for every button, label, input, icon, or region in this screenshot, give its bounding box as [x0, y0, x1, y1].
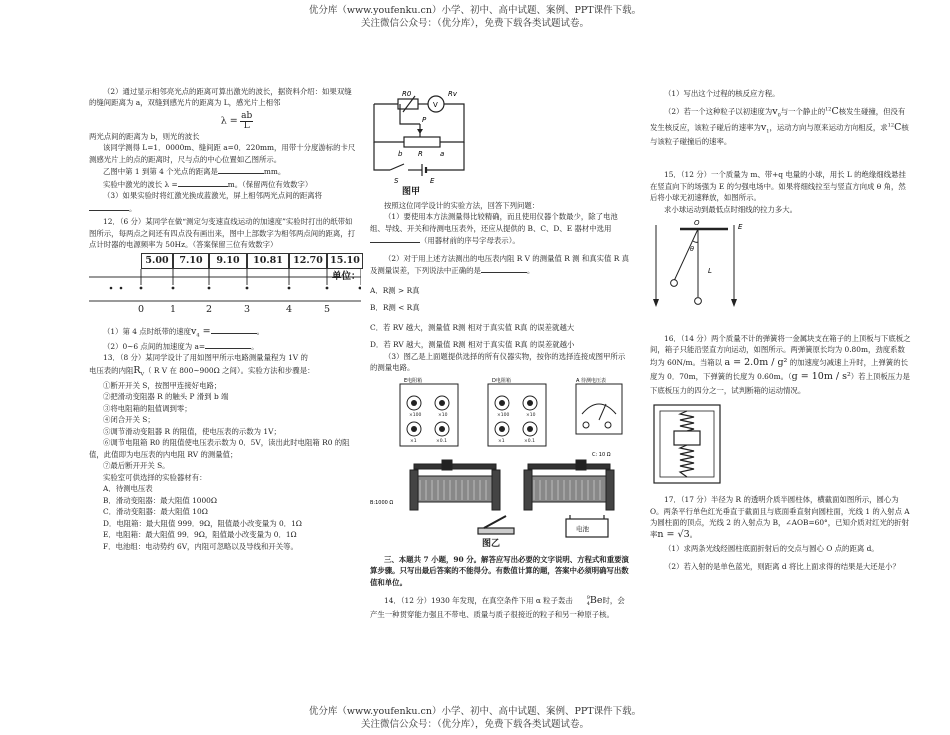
label-rv: Rv: [448, 90, 458, 98]
svg-text:×100: ×100: [409, 412, 422, 418]
figure-caption: 图甲: [402, 187, 421, 197]
svg-text:×10: ×10: [438, 412, 448, 418]
equipment-item: A．待测电压表: [103, 484, 153, 494]
svg-text:×1: ×1: [498, 438, 505, 444]
label-l: L: [708, 267, 712, 276]
label-v: V: [433, 101, 438, 109]
q11-formula-text: 两光点间的距离为 b，则光的波长: [89, 131, 200, 141]
label-r0: R0: [402, 90, 412, 98]
left-column: [89, 86, 360, 552]
tape-point-label: 4: [286, 303, 293, 315]
q13-text-2: 电压表的内阻$R_V$（ R V 在 800~900Ω 之间）。实验方法和步骤是：: [89, 364, 315, 378]
label-b: b: [398, 150, 403, 158]
label-e: E: [430, 177, 435, 185]
spring-box-figure: [650, 401, 730, 487]
tape-point-label: 0: [138, 303, 145, 315]
q11-distance-line: 乙图中第 1 到第 4 个光点的距离是 mm。: [103, 167, 286, 177]
label-s: S: [394, 177, 399, 185]
q12-part1: （1）第 4 点时纸带的速度$v_4$ = 。: [103, 325, 264, 339]
section-three-heading: 三、本题共 7 小题，90 分。解答应写出必要的文字说明、方程式和重要演算步骤。只写出最后答案的不能得分。有数值计算的题，答案中必须明确写出数值和单位。: [370, 554, 629, 587]
mid-q1: （1）要使用本方法测量得比较精确，而且使用仪器个数最少，除了电池组、导线、开关和待测电压表外，还应从提供的 B、C、D、E 器材中选用（用器材前的序号字母表示）。: [370, 212, 618, 246]
circuit-diagram: [370, 88, 480, 188]
q17-part1: （1）求两条光线经圆柱底面折射后的交点与圆心 O 点的距离 d。: [664, 544, 879, 554]
q14-part2: （2）若一个这种粒子以初速度为$v_0$与一个静止的$^{12}$C核发生碰撞，但没有发生核反应，该粒子碰后的速率为$v_1$，运动方向与原来运动方向相反，求$^{12}$C核与该粒子碰撞后的速率。: [650, 106, 909, 146]
tape-value: 10.81: [247, 253, 289, 269]
tape-unit: 单位：: [332, 271, 361, 282]
q11-wavelength-line: 实验中激光的波长 λ = m。（保留两位有效数字）: [103, 179, 313, 189]
equipment-item: C．滑动变阻器：最大阻值 10Ω: [103, 507, 208, 517]
tape-point-label: 1: [170, 303, 177, 315]
page-footer: [0, 705, 950, 731]
tape-value: 9.10: [209, 253, 247, 269]
label-e-field: E: [738, 223, 743, 232]
label-a: a: [440, 150, 445, 158]
label-rheostat-b: B:1000 Ω: [370, 499, 394, 506]
tape-drawing: [89, 253, 361, 319]
q13-text: 13．（8 分）某同学设计了用如图甲所示电路测量量程为 1V 的: [103, 353, 308, 363]
svg-text:×10: ×10: [526, 412, 536, 418]
equipment-list: [89, 483, 357, 552]
wavelength-formula: λ = $\frac{ab}{L}$: [220, 110, 253, 131]
q15-text: 15．（12 分）一个质量为 m、带+q 电量的小球，用长 L 的绝缘细线悬挂在竖直向下的场强为 E 的匀强电场中。如果将细线拉至与竖直方向成 θ 角，然后将小球无初速释放，如图所示。: [650, 170, 906, 203]
svg-text:×100: ×100: [497, 412, 510, 418]
pendulum-figure: [650, 215, 760, 319]
equipment-item: D．电阻箱：最大阻值 999．9Ω，阻值最小改变量为 0．1Ω: [103, 518, 302, 528]
instruments-drawing: [370, 376, 632, 552]
circuit-figure: [370, 88, 632, 196]
footer-line-1: 优分库（www.youfenku.cn）小学、初中、高中试题、案例、PPT课件下载。: [308, 706, 642, 717]
equipment-item: F．电池组：电动势约 6V，内阻可忽略以及导线和开关等。: [103, 541, 298, 551]
header-line-1: 优分库（www.youfenku.cn）小学、初中、高中试题、案例、PPT课件下载。: [308, 5, 642, 16]
figure-caption: 图乙: [482, 538, 501, 549]
tape-point-label: 3: [244, 303, 251, 315]
step-item: ③将电阻箱的阻值调到零；: [103, 403, 192, 413]
tape-value: 7.10: [173, 253, 209, 269]
equipment-intro: 实验室可供选择的实验器材有：: [103, 472, 207, 482]
q15-ask: 求小球运动到最低点时细线的拉力多大。: [664, 204, 798, 214]
tape-point-label: 5: [324, 303, 331, 315]
label-box-e: E电阻箱: [404, 377, 423, 384]
label-rheostat-c: C: 10 Ω: [592, 451, 611, 458]
svg-text:×0.1: ×0.1: [436, 438, 447, 444]
step-item: ⑦最后断开开关 S。: [103, 461, 170, 471]
tape-value: 12.70: [289, 253, 327, 269]
q13-steps: [89, 380, 357, 472]
middle-column: [370, 88, 632, 620]
paper-tape-figure: [89, 253, 361, 319]
header-line-2: 关注微信公众号：（优分库），免费下载各类试题试卷。: [360, 18, 589, 29]
svg-text:×0.1: ×0.1: [524, 438, 535, 444]
q12-text: 12．（6 分）某同学在做“测定匀变速直线运动的加速度”实验时打出的纸带如图所示，每两点之间还有四点没有画出来，图中上部数字为相邻两点间的距离，打点计时器的电源频率为 50Hz。（答案保留三位有效数字）: [89, 217, 356, 250]
q11-measure-text: 该同学测得 L=1．0000m、缝间距 a=0．220mm，用带十分度游标的卡尺测感光片上的点的距离时，尺与点的中心位置如乙图所示。: [89, 143, 356, 164]
q14-part1: （1）写出这个过程的核反应方程。: [664, 89, 780, 98]
page-header: [0, 4, 950, 30]
label-theta: θ: [690, 245, 694, 254]
instruments-figure: [370, 376, 632, 552]
step-item: ①断开开关 S，按图甲连接好电路；: [103, 381, 222, 390]
q17-part2: （2）若入射的是单色蓝光，则距离 d 将比上面求得的结果是大还是小？: [664, 561, 900, 571]
option-b: B．R测 < R真: [370, 303, 420, 313]
q14-text: 14．（12 分）1930 年发现，在真空条件下用 α 粒子轰击 9 4 Be时，会产生一种贯穿能力强且不带电、质量与质子很接近的粒子和另一种原子核。: [370, 595, 625, 619]
q16-text: 16．（14 分）两个质量不计的弹簧将一金属块支在箱子的上顶板与下底板之间，箱子只能沿竖直方向运动，如图所示。两弹簧原长均为 0.80m，劲度系数均为 60N/m。当箱以 a = 2.0m / g² 的加速度匀减速上升时，上弹簧的长度为 0．70m，下弹簧的长度为 0.60m。（g = 10m / s²）若上顶板压力是下底板压力的四分之一，试判断箱的运动情况。: [650, 333, 911, 396]
step-item: ⑥调节电阻箱 R0 的阻值使电压表示数为 0．5V，读出此时电阻箱 R0 的阻值，此值即为电压表的内电阻 RV 的测量值；: [89, 438, 350, 459]
tape-point-label: 2: [206, 303, 213, 315]
q11-part2-text: （2）通过显示相邻亮光点的距离可算出激光的波长，据资料介绍：如果双缝的缝间距离为 a，双缝到感光片的距离为 L，感光片上相邻: [89, 87, 352, 108]
footer-line-2: 关注微信公众号：（优分库），免费下载各类试题试卷。: [360, 719, 589, 730]
label-box-d: D电阻箱: [492, 377, 511, 384]
option-c: C．若 RV 越大，测量值 R测 相对于真实值 R真 的误差就越大: [370, 322, 575, 332]
svg-text:×1: ×1: [410, 438, 417, 444]
option-a: A．R测 > R真: [370, 285, 420, 295]
q11-part3: （3）如果实验时将红激光换成蓝激光，屏上相邻两光点间的距离将。: [89, 190, 357, 214]
step-item: ④闭合开关 S；: [103, 415, 155, 425]
option-d: D．若 RV 越大，测量值 R测 相对于真实值 R真 的误差就越小: [370, 340, 575, 350]
label-box-a: A 待测电压表: [576, 377, 607, 384]
q12-part2: （2）0~6 点间的加速度为 a= 。: [103, 341, 259, 351]
mid-q3: （3）图乙是上面题提供选择的所有仪器实物，按你的选择连接成图甲所示的测量电路。: [370, 351, 626, 373]
q17-text: 17．（17 分）半径为 R 的透明介质半圆柱体，横截面如图所示，圆心为 O。两条平行单色红光垂直于截面且与底面垂直射向圆柱面，光线 1 的入射点 A 为圆柱面的顶点，光线 2 的入射点为 B，∠AOB=60°，已知介质对红光的折射率n = √3。: [650, 495, 910, 541]
step-item: ⑤调节滑动变阻器 R 的阻值，使电压表的示数为 1V；: [103, 426, 281, 436]
equipment-item: E．电阻箱：最大阻值 99．9Ω，阻值最小改变量为 0．1Ω: [103, 530, 297, 540]
label-o: O: [694, 219, 700, 228]
equipment-item: B．滑动变阻器：最大阻值 1000Ω: [103, 495, 218, 505]
mid-q2: （2）对于用上述方法测出的电压表内阻 R V 的测量值 R 测 和真实值 R 真 及测量误差，下列说法中正确的是 。: [370, 253, 630, 276]
label-battery: 电池: [576, 524, 589, 533]
label-r: R: [418, 150, 423, 158]
right-column: [650, 88, 912, 572]
mid-intro: 按照这位同学设计的实验方法，回答下列问题：: [384, 201, 540, 210]
label-p: P: [422, 116, 427, 124]
tape-value: 15.10: [327, 253, 363, 269]
step-item: ②把滑动变阻器 R 的触头 P 滑到 b 端: [103, 392, 229, 402]
tape-value: 5.00: [141, 253, 173, 269]
